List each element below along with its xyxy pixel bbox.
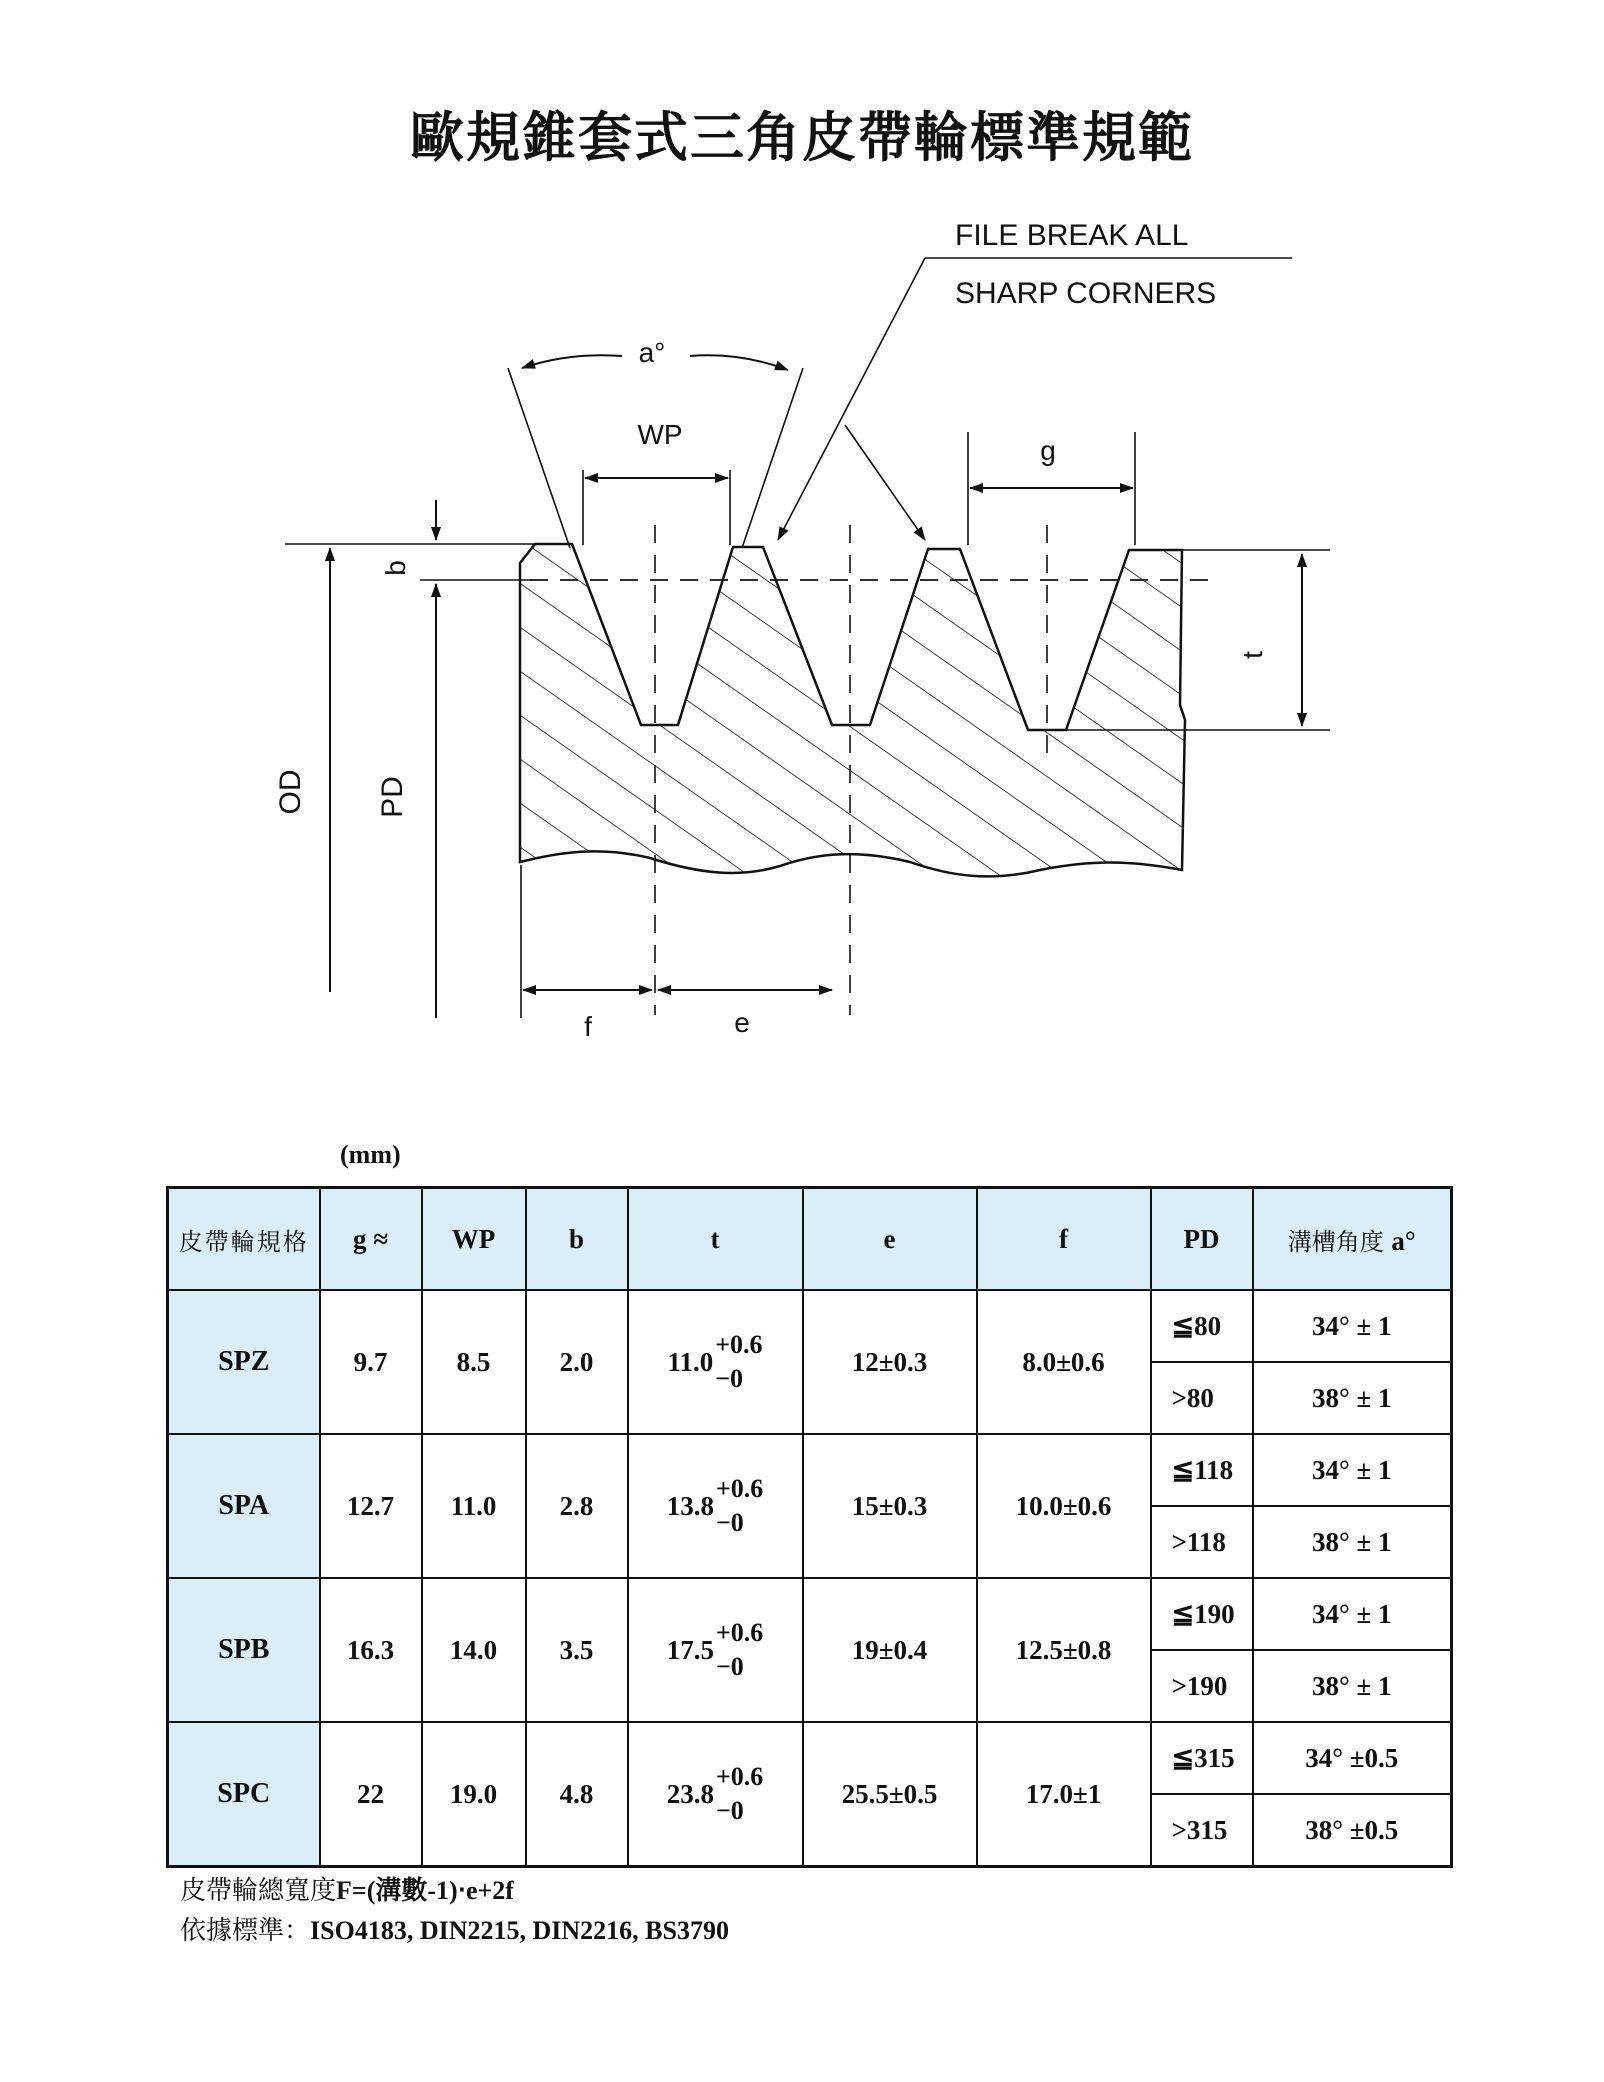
od-label: OD [274, 769, 307, 815]
cell-angle: 34° ± 1 [1253, 1434, 1452, 1506]
cell-wp: 19.0 [422, 1722, 526, 1867]
header-pd: PD [1151, 1188, 1253, 1291]
footer-width-formula [180, 1870, 514, 1907]
t-plus: +0.6 [715, 1474, 764, 1503]
cell-type: SPB [168, 1578, 320, 1722]
cell-t [628, 1290, 803, 1434]
f-label: f [584, 1011, 592, 1042]
cell-b: 4.8 [526, 1722, 628, 1867]
footer-formula-label: 皮帶輪總寬度 [180, 1876, 337, 1906]
cell-pd: >118 [1151, 1506, 1253, 1578]
footer-standards [180, 1910, 729, 1947]
cell-f: 8.0±0.6 [977, 1290, 1151, 1434]
t-minus: −0 [715, 1508, 744, 1537]
cell-angle: 34° ± 1 [1253, 1578, 1452, 1650]
t-base: 13.8 [666, 1490, 714, 1521]
cell-pd: >190 [1151, 1650, 1253, 1722]
cell-angle: 38° ± 1 [1253, 1650, 1452, 1722]
cell-g: 12.7 [320, 1434, 422, 1578]
cell-e: 25.5±0.5 [803, 1722, 977, 1867]
header-b: b [526, 1188, 628, 1291]
cell-type: SPA [168, 1434, 320, 1578]
cell-angle: 34° ± 1 [1253, 1290, 1452, 1362]
g-label: g [1040, 435, 1056, 466]
cell-angle: 38° ±0.5 [1253, 1794, 1452, 1867]
cell-pd: >80 [1151, 1362, 1253, 1434]
wp-label: WP [637, 419, 683, 450]
t-base: 11.0 [667, 1346, 714, 1377]
angle-label: a° [638, 337, 666, 368]
unit-label: (mm) [340, 1140, 401, 1169]
header-angle-symbol: a° [1391, 1225, 1416, 1256]
spec-table [166, 1186, 1453, 1868]
cell-b: 2.0 [526, 1290, 628, 1434]
cell-angle: 38° ± 1 [1253, 1362, 1452, 1434]
cell-b: 2.8 [526, 1434, 628, 1578]
t-plus: +0.6 [715, 1330, 763, 1359]
note-line-2: SHARP CORNERS [955, 277, 1217, 310]
t-base: 17.5 [666, 1634, 714, 1665]
header-e: e [803, 1188, 977, 1291]
cell-e: 15±0.3 [803, 1434, 977, 1578]
footer-formula: F=(溝數-1)‧e+2f [336, 1876, 514, 1905]
t-minus: −0 [715, 1796, 744, 1825]
footer-standards-value: ISO4183, DIN2215, DIN2216, BS3790 [310, 1916, 729, 1945]
cell-type: SPC [168, 1722, 320, 1867]
cell-type: SPZ [168, 1290, 320, 1434]
header-wp: WP [422, 1188, 526, 1291]
cell-pd: ≦118 [1151, 1434, 1253, 1506]
b-label: b [380, 560, 411, 576]
cell-wp: 11.0 [422, 1434, 526, 1578]
cell-e: 19±0.4 [803, 1578, 977, 1722]
t-plus: +0.6 [715, 1618, 764, 1647]
cell-t [628, 1434, 803, 1578]
t-minus: −0 [715, 1364, 744, 1393]
cell-b: 3.5 [526, 1578, 628, 1722]
cell-t [628, 1578, 803, 1722]
cell-g: 9.7 [320, 1290, 422, 1434]
cell-g: 22 [320, 1722, 422, 1867]
t-plus: +0.6 [715, 1762, 764, 1791]
cell-pd: ≦190 [1151, 1578, 1253, 1650]
pulley-profile [520, 544, 1185, 876]
cell-pd: ≦80 [1151, 1290, 1253, 1362]
table-row [168, 1434, 1452, 1506]
header-type: 皮帶輪規格 [168, 1188, 320, 1291]
table-row [168, 1722, 1452, 1794]
cell-e: 12±0.3 [803, 1290, 977, 1434]
cell-pd: >315 [1151, 1794, 1253, 1867]
table-row [168, 1578, 1452, 1650]
cell-pd: ≦315 [1151, 1722, 1253, 1794]
cell-f: 10.0±0.6 [977, 1434, 1151, 1578]
header-g: g ≈ [320, 1188, 422, 1291]
t-label: t [1237, 651, 1268, 659]
cell-f: 17.0±1 [977, 1722, 1151, 1867]
t-base: 23.8 [666, 1778, 714, 1809]
cell-g: 16.3 [320, 1578, 422, 1722]
t-minus: −0 [715, 1652, 744, 1681]
header-angle [1253, 1188, 1452, 1291]
e-label: e [734, 1007, 750, 1038]
header-angle-text: 溝槽角度 [1287, 1227, 1384, 1256]
page-title: 歐規錐套式三角皮帶輪標準規範 [410, 106, 1194, 169]
table-row [168, 1290, 1452, 1362]
pd-label: PD [376, 776, 409, 818]
cell-wp: 14.0 [422, 1578, 526, 1722]
cell-wp: 8.5 [422, 1290, 526, 1434]
cell-angle: 38° ± 1 [1253, 1506, 1452, 1578]
header-t: t [628, 1188, 803, 1291]
cell-angle: 34° ±0.5 [1253, 1722, 1452, 1794]
note-line-1: FILE BREAK ALL [955, 219, 1189, 252]
table-header-row [168, 1188, 1452, 1291]
cell-f: 12.5±0.8 [977, 1578, 1151, 1722]
footer-standards-label: 依據標準： [180, 1916, 311, 1946]
cell-t [628, 1722, 803, 1867]
header-f: f [977, 1188, 1151, 1291]
